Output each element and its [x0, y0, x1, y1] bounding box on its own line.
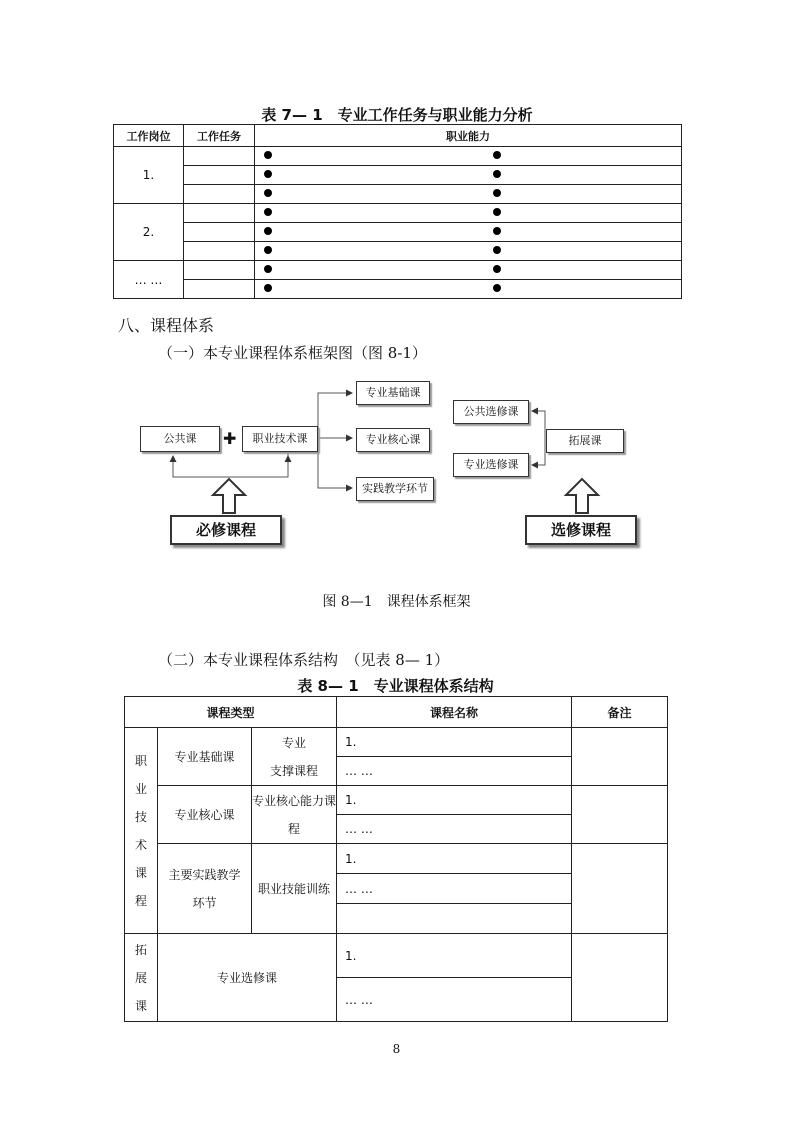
- extension-text: 拓展课: [134, 942, 147, 1013]
- public-elective-box: 公共选修课: [453, 400, 529, 424]
- core-type: 专业核心课: [158, 786, 252, 844]
- bullet-icon: [493, 246, 501, 254]
- ability-cell: [255, 223, 682, 242]
- practice-line2: 环节: [192, 895, 217, 910]
- practice-type: [158, 844, 252, 934]
- practice-sub: 职业技能训练: [252, 844, 337, 934]
- course-name-cell: 1.: [337, 728, 572, 757]
- practice-line1: 主要实践教学: [168, 867, 241, 882]
- practice-box: 实践教学环节: [356, 477, 434, 501]
- task-cell: [184, 223, 255, 242]
- note-cell: [572, 844, 668, 934]
- core-sub-line2: 程: [288, 821, 301, 836]
- bullet-icon: [493, 189, 501, 197]
- course-name-cell: … …: [337, 978, 572, 1022]
- course-name-cell: 1.: [337, 934, 572, 978]
- professional-course-box: 职业技术课: [242, 426, 318, 452]
- prof-tech-label: [125, 728, 158, 934]
- basic-sub: [252, 728, 337, 786]
- course-name-cell: 1.: [337, 844, 572, 874]
- ability-cell: [255, 166, 682, 185]
- bullet-icon: [493, 151, 501, 159]
- task-cell: [184, 261, 255, 280]
- bullet-icon: [264, 246, 272, 254]
- prof-elective-box: 专业选修课: [453, 453, 529, 477]
- plus-icon: ✚: [223, 429, 237, 448]
- ability-cell: [255, 185, 682, 204]
- bullet-icon: [493, 227, 501, 235]
- ability-cell: [255, 280, 682, 299]
- bullet-icon: [493, 170, 501, 178]
- core-course-box: 专业核心课: [356, 428, 430, 452]
- required-box: 必修课程: [170, 515, 282, 545]
- elective-box: 选修课程: [525, 515, 637, 545]
- public-course-box: 公共课: [140, 426, 220, 452]
- position-cell: … …: [114, 261, 184, 299]
- position-cell: 2.: [114, 204, 184, 261]
- header-task: 工作任务: [184, 125, 255, 147]
- ability-cell: [255, 242, 682, 261]
- page-number: 8: [392, 1042, 401, 1056]
- table81-caption: 表 8— 1 专业课程体系结构: [297, 677, 494, 695]
- header-ability: 职业能力: [255, 125, 682, 147]
- header-type: 课程类型: [125, 697, 337, 728]
- ability-cell: [255, 147, 682, 166]
- core-sub-line1: 专业核心能力课: [252, 793, 337, 808]
- basic-course-box: 专业基础课: [356, 381, 430, 405]
- extension-label: [125, 934, 158, 1022]
- header-position: 工作岗位: [114, 125, 184, 147]
- task-cell: [184, 147, 255, 166]
- bullet-icon: [493, 265, 501, 273]
- course-name-cell: … …: [337, 757, 572, 786]
- bullet-icon: [264, 227, 272, 235]
- bullet-icon: [264, 189, 272, 197]
- header-name: 课程名称: [337, 697, 572, 728]
- ability-cell: [255, 261, 682, 280]
- note-cell: [572, 786, 668, 844]
- table81: [124, 696, 668, 1022]
- basic-type: 专业基础课: [158, 728, 252, 786]
- note-cell: [572, 934, 668, 1022]
- note-cell: [572, 728, 668, 786]
- task-cell: [184, 166, 255, 185]
- prof-elective-type: 专业选修课: [158, 934, 337, 1022]
- course-name-cell: [337, 904, 572, 934]
- course-name-cell: 1.: [337, 786, 572, 815]
- header-note: 备注: [572, 697, 668, 728]
- task-cell: [184, 185, 255, 204]
- table71: [113, 124, 682, 299]
- subsection-2: （二）本专业课程体系结构 （见表 8— 1）: [158, 651, 450, 669]
- task-cell: [184, 242, 255, 261]
- bullet-icon: [264, 284, 272, 292]
- subsection-1: （一）本专业课程体系框架图（图 8-1）: [158, 344, 427, 362]
- bullet-icon: [493, 284, 501, 292]
- table71-caption: 表 7— 1 专业工作任务与职业能力分析: [261, 106, 533, 124]
- course-name-cell: … …: [337, 874, 572, 904]
- figure-caption: 图 8—1 课程体系框架: [322, 594, 471, 610]
- basic-sub-line2: 支撑课程: [270, 763, 319, 778]
- task-cell: [184, 204, 255, 223]
- core-sub: [252, 786, 337, 844]
- bullet-icon: [264, 170, 272, 178]
- course-name-cell: … …: [337, 815, 572, 844]
- bullet-icon: [264, 208, 272, 216]
- section-heading: 八、课程体系: [118, 316, 215, 335]
- bullet-icon: [264, 265, 272, 273]
- task-cell: [184, 280, 255, 299]
- bullet-icon: [493, 208, 501, 216]
- bullet-icon: [264, 151, 272, 159]
- position-cell: 1.: [114, 147, 184, 204]
- prof-tech-text: 职业技术课程: [134, 753, 147, 908]
- ability-cell: [255, 204, 682, 223]
- basic-sub-line1: 专业: [282, 735, 307, 750]
- extension-box: 拓展课: [546, 429, 624, 453]
